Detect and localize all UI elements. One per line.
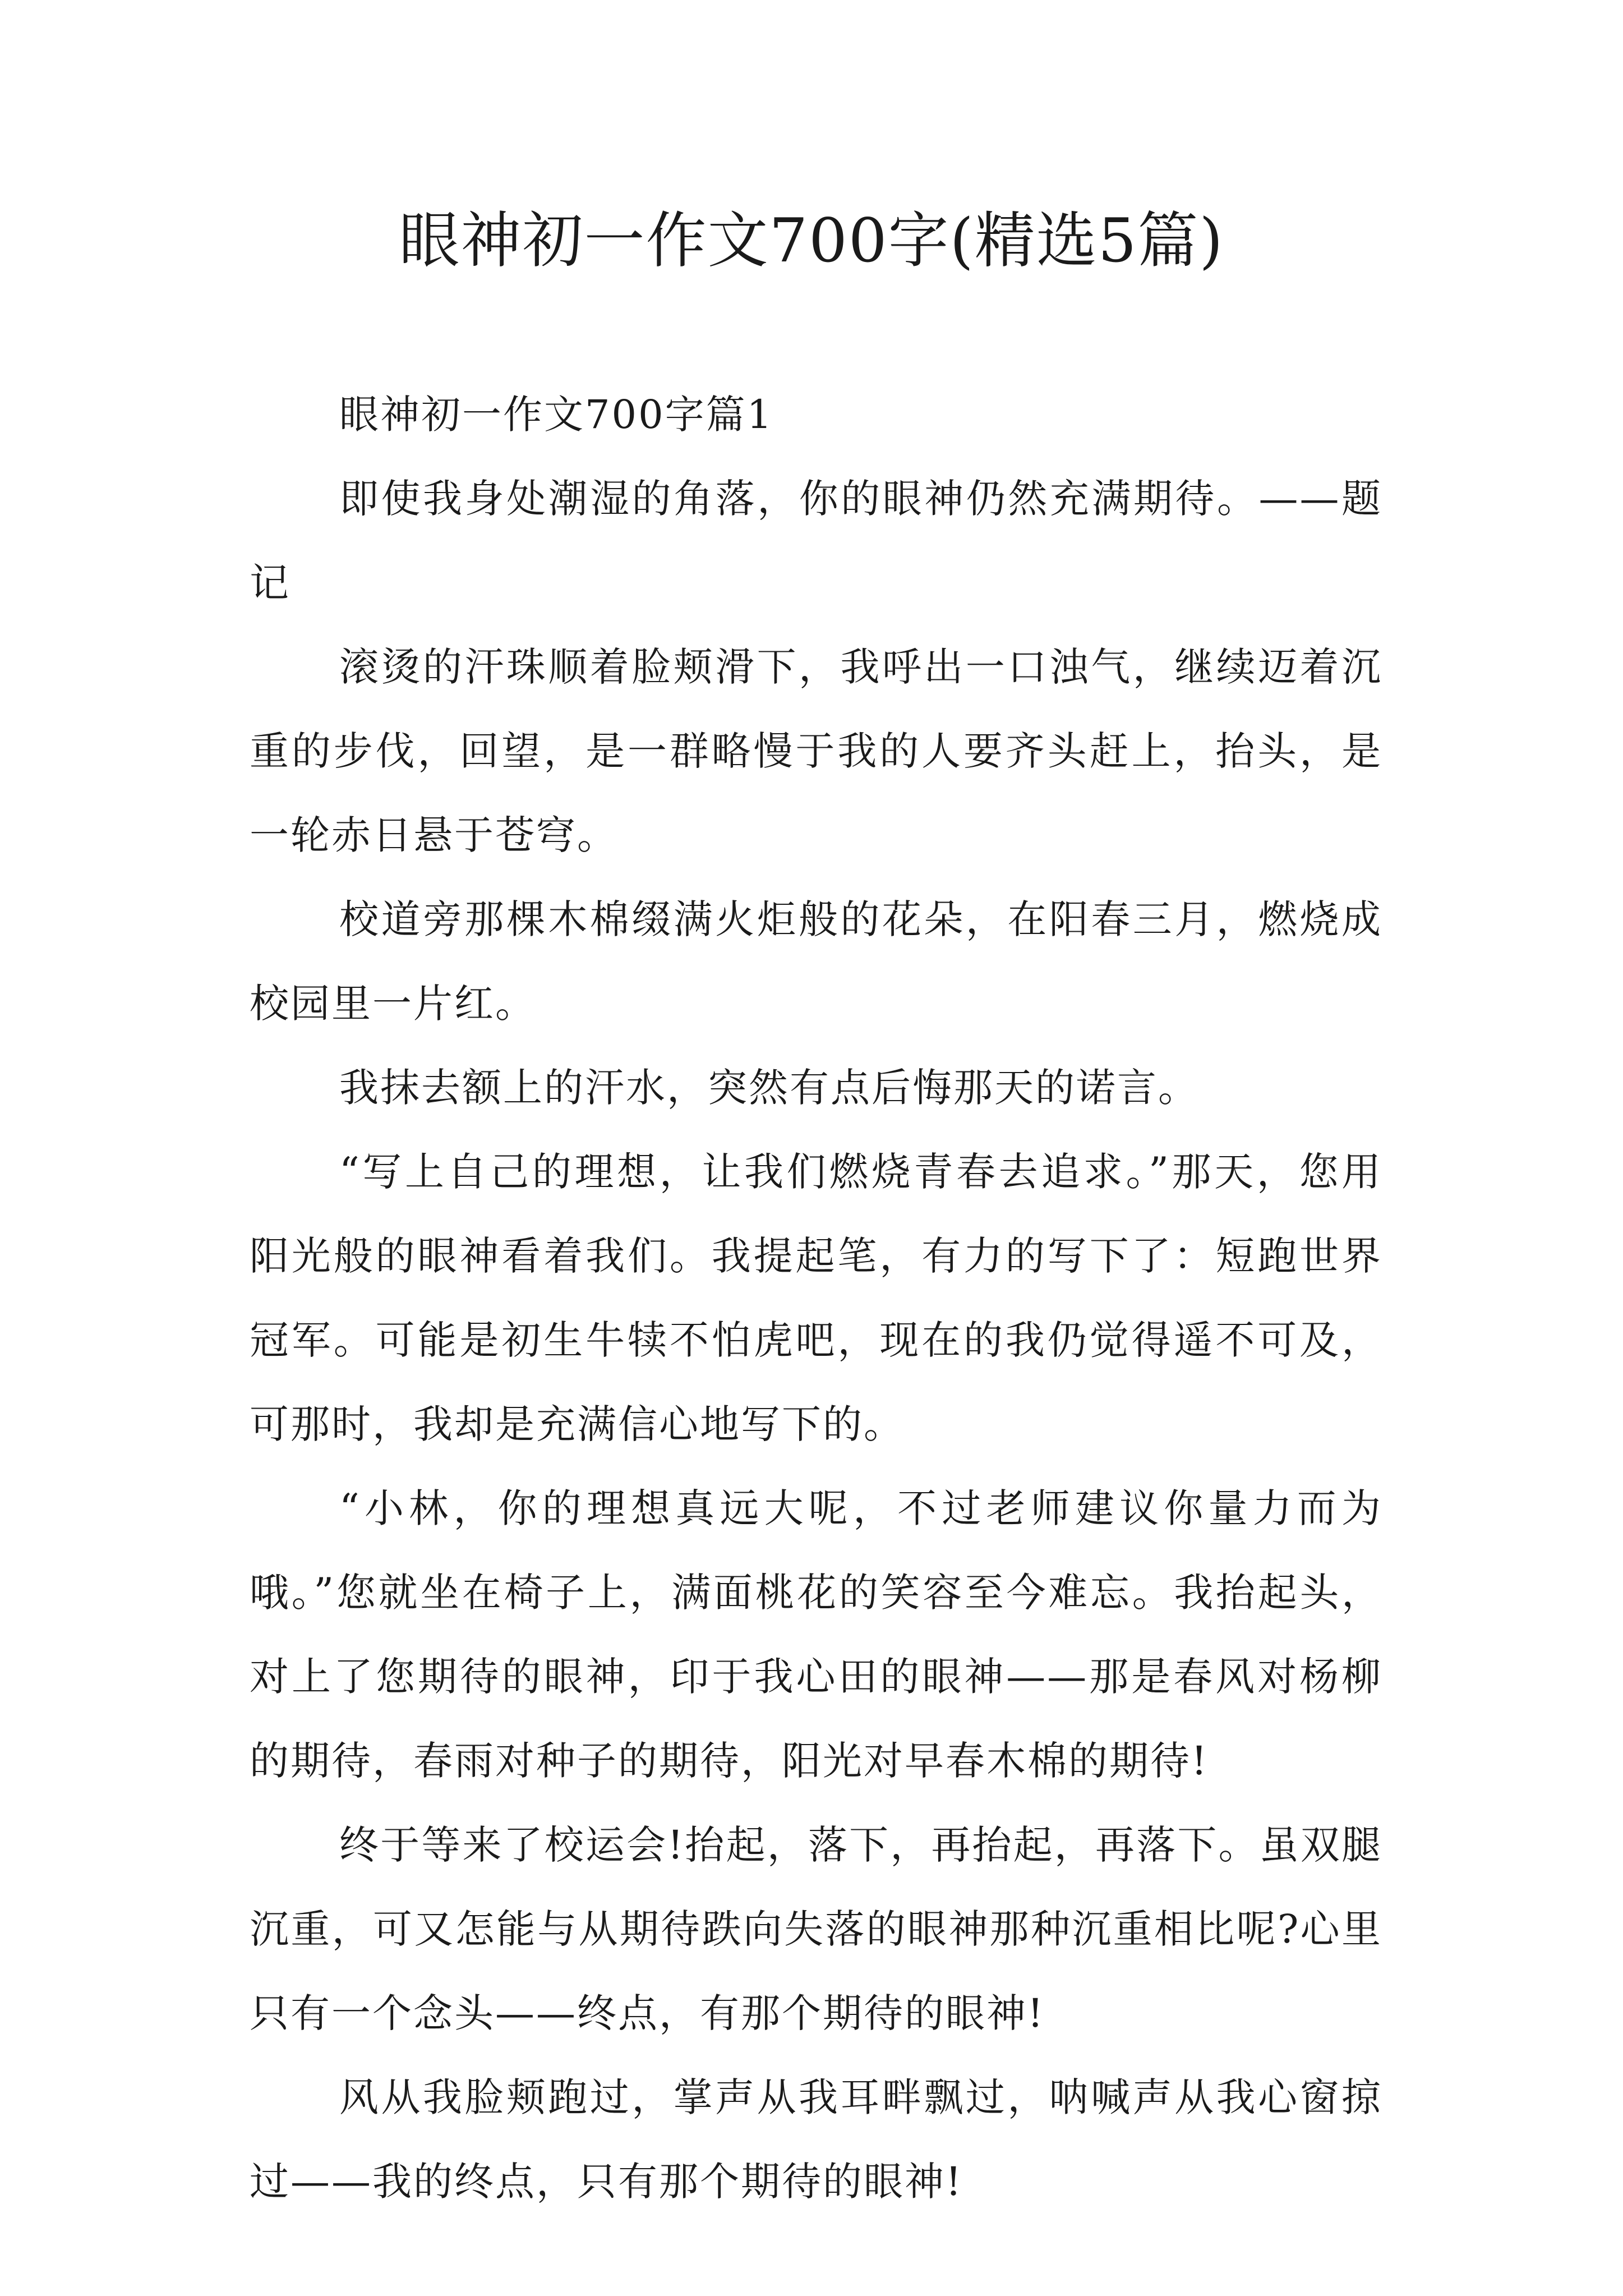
paragraph: 滚烫的汗珠顺着脸颊滑下，我呼出一口浊气，继续迈着沉重的步伐，回望，是一群略慢于我的人要齐头赶上，抬头，是一轮赤日悬于苍穹。: [250, 644, 1382, 858]
paragraph: 我抹去额上的汗水，突然有点后悔那天的诺言。: [339, 1065, 1199, 1111]
paragraph: “写上自己的理想，让我们燃烧青春去追求。”那天，您用阳光般的眼神看着我们。我提起笔，有力的写下了：短跑世界冠军。可能是初生牛犊不怕虎吧，现在的我仍觉得遥不可及，可那时，我却是充满信心地写下的。: [250, 1149, 1382, 1447]
paragraph: 风从我脸颊跑过，掌声从我耳畔飘过，呐喊声从我心窗掠过——我的终点，只有那个期待的眼神!: [250, 2074, 1382, 2205]
document-body: [250, 372, 1382, 2224]
section-heading: 眼神初一作文700字篇1: [339, 392, 774, 438]
paragraph: 终于等来了校运会!抬起，落下，再抬起，再落下。虽双腿沉重，可又怎能与从期待跌向失落的眼神那种沉重相比呢?心里只有一个念头——终点，有那个期待的眼神!: [250, 1822, 1382, 2036]
paragraph-epigraph: 即使我身处潮湿的角落，你的眼神仍然充满期待。——题记: [250, 476, 1382, 606]
document-title: 眼神初一作文700字(精选5篇): [399, 206, 1224, 276]
paragraph: “小林，你的理想真远大呢，不过老师建议你量力而为哦。”您就坐在椅子上，满面桃花的笑容至今难忘。我抬起头，对上了您期待的眼神，印于我心田的眼神——那是春风对杨柳的期待，春雨对种子的期待，阳光对早春木棉的期待!: [250, 1485, 1382, 1784]
paragraph: 校道旁那棵木棉缀满火炬般的花朵，在阳春三月，燃烧成校园里一片红。: [250, 896, 1382, 1027]
